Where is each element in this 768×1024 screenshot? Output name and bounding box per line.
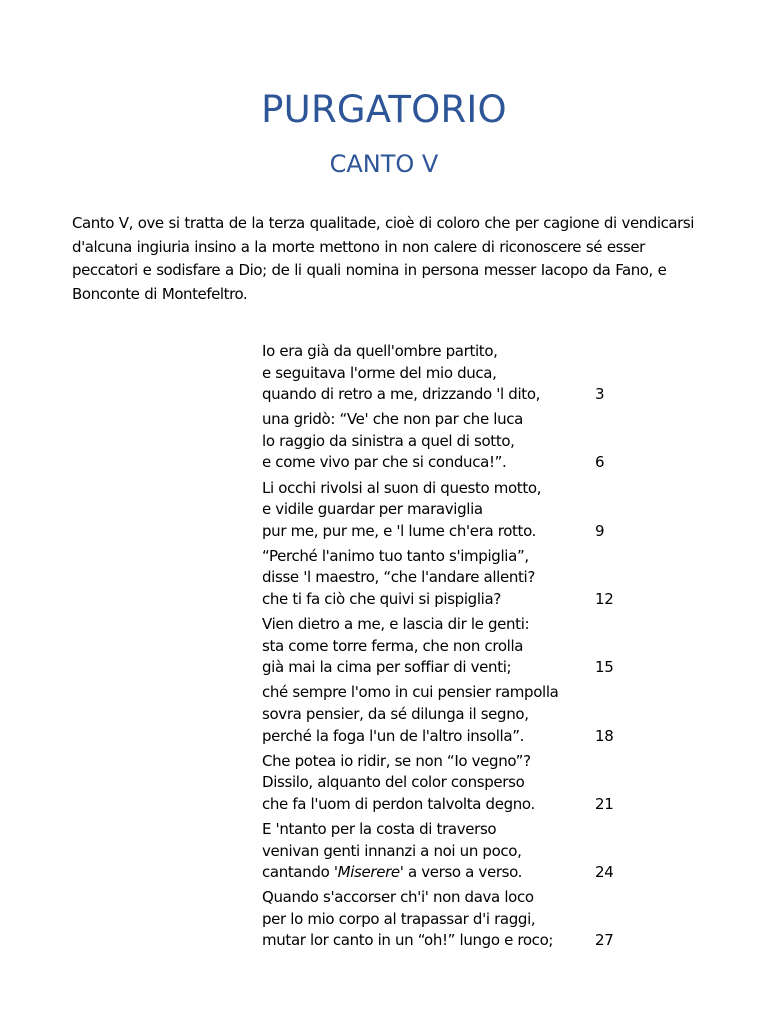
verse-line: [262, 589, 632, 611]
line-number: 12: [595, 590, 614, 609]
line-number: 18: [595, 726, 614, 745]
line-number: 6: [595, 453, 605, 472]
verse-line: [262, 521, 632, 543]
verse-line: sta come torre ferma, che non crolla: [262, 636, 524, 655]
verse-line: Dissilo, alquanto del color consperso: [262, 773, 525, 792]
verse-line: ché sempre l'omo in cui pensier rampolla: [262, 683, 559, 702]
tercet: [262, 546, 632, 611]
verse-line: [262, 862, 632, 884]
verse-line: venivan genti innanzi a noi un poco,: [262, 841, 522, 860]
poem-body: [262, 341, 632, 956]
verse-line: Che potea io ridir, se non “Io vegno”?: [262, 751, 531, 770]
verse-line: [262, 794, 632, 816]
tercet: [262, 478, 632, 543]
verse-text: e come vivo par che si conduca!”.: [262, 453, 507, 472]
verse-line: [262, 657, 632, 679]
verse-line: [262, 930, 632, 952]
tercet: [262, 341, 632, 406]
verse-line: sovra pensier, da sé dilunga il segno,: [262, 705, 529, 723]
verse-text: quando di retro a me, drizzando 'l dito,: [262, 385, 541, 404]
verse-text: mutar lor canto in un “oh!” lungo e roco;: [262, 931, 554, 950]
verse-line: [262, 384, 632, 406]
tercet: [262, 887, 632, 952]
verse-line: Vien dietro a me, e lascia dir le genti:: [262, 615, 530, 634]
tercet: [262, 819, 632, 884]
verse-line: per lo mio corpo al trapassar d'i raggi,: [262, 909, 536, 928]
line-number: 15: [595, 658, 614, 677]
line-number: 21: [595, 794, 614, 813]
verse-line: lo raggio da sinistra a quel di sotto,: [262, 431, 515, 450]
verse-line: e vidile guardar per maraviglia: [262, 500, 483, 519]
line-number: 9: [595, 521, 605, 540]
verse-text: [262, 863, 522, 881]
verse-text: perché la foga l'un de l'altro insolla”.: [262, 726, 525, 745]
tercet: [262, 409, 632, 474]
line-number: 27: [595, 931, 614, 950]
verse-text: che ti fa ciò che quivi si pispiglia?: [262, 590, 501, 609]
verse-line: [262, 726, 632, 748]
verse-line: Io era già da quell'ombre partito,: [262, 342, 498, 360]
line-number: 3: [595, 385, 605, 404]
tercet: [262, 751, 632, 816]
verse-line: Quando s'accorser ch'i' non dava loco: [262, 888, 534, 907]
line-number: 24: [595, 863, 614, 882]
verse-line: Li occhi rivolsi al suon di questo motto,: [262, 478, 542, 497]
tercet: [262, 614, 632, 679]
verse-text: pur me, pur me, e 'l lume ch'era rotto.: [262, 521, 537, 540]
tercet: [262, 682, 632, 747]
verse-text: già mai la cima per soffiar di venti;: [262, 658, 512, 677]
verse-text-before: cantando ': [262, 863, 338, 882]
verse-line: E 'ntanto per la costa di traverso: [262, 819, 497, 838]
verse-text: che fa l'uom di perdon talvolta degno.: [262, 794, 535, 813]
verse-line: e seguitava l'orme del mio duca,: [262, 363, 497, 382]
verse-text-after: ' a verso a verso.: [399, 863, 523, 882]
canto-subtitle: CANTO V: [329, 150, 439, 178]
canto-summary: Canto V, ove si tratta de la terza qualitade, cioè di coloro che per cagione di vendicarsi d'alcuna ingiuria insino a la morte mettono in non calere di riconoscere sé esser peccatori e sodisfare a Dio; de li quali nomina in persona messer Iacopo da Fano, e Bonconte di Montefeltro.: [72, 214, 694, 303]
latin-title: Miserere: [337, 863, 400, 882]
page-title: PURGATORIO: [261, 88, 507, 131]
verse-line: disse 'l maestro, “che l'andare allenti?: [262, 568, 535, 587]
verse-line: [262, 452, 632, 474]
verse-line: una gridò: “Ve' che non par che luca: [262, 410, 523, 429]
verse-line: “Perché l'animo tuo tanto s'impiglia”,: [262, 546, 529, 565]
